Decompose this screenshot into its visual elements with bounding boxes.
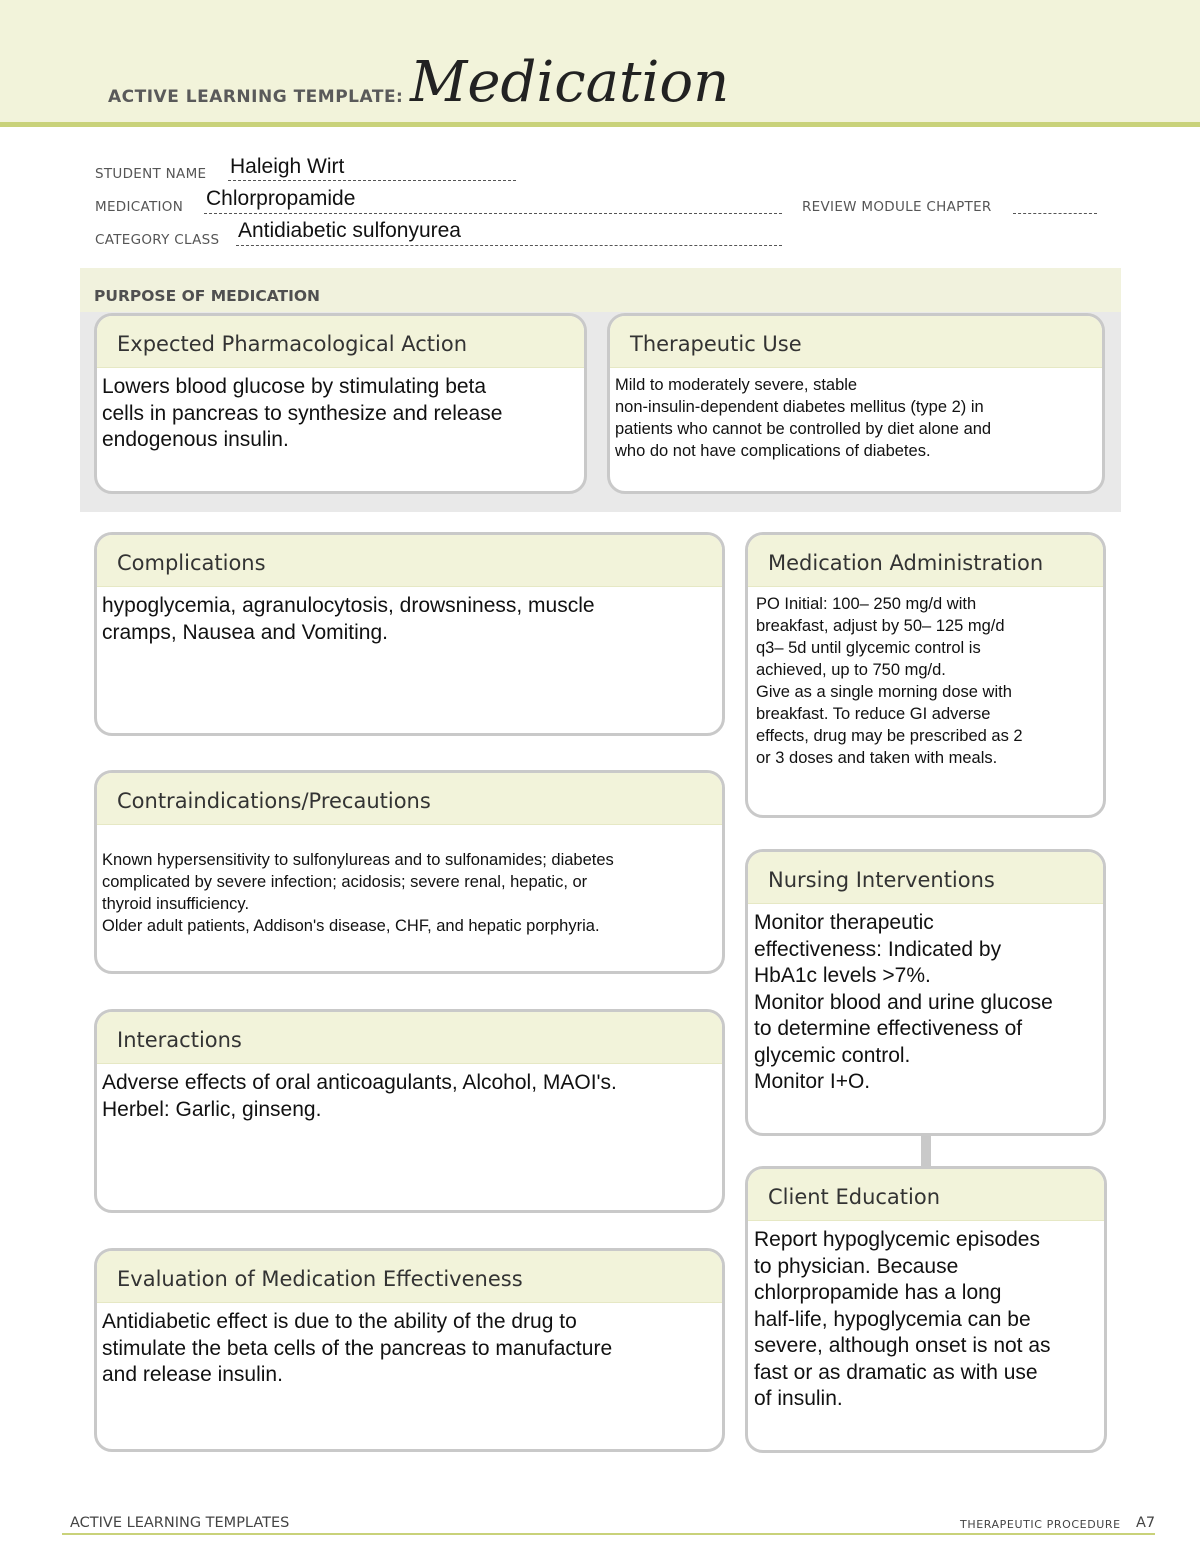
footer-left: ACTIVE LEARNING TEMPLATES	[70, 1515, 290, 1531]
text-line: hypoglycemia, agranulocytosis, drowsniness, muscle	[102, 594, 595, 617]
page-title: Medication	[410, 50, 730, 115]
category-class-underline	[236, 245, 782, 246]
text-line: q3– 5d until glycemic control is	[756, 639, 981, 657]
text-line: and release insulin.	[102, 1363, 283, 1386]
text-line: Herbel: Garlic, ginseng.	[102, 1097, 322, 1121]
text-line: effectiveness: Indicated by	[754, 937, 1002, 961]
template-label: ACTIVE LEARNING TEMPLATE:	[108, 87, 404, 107]
evaluation-box	[94, 1248, 725, 1452]
text-line: half-life, hypoglycemia can be	[754, 1307, 1031, 1331]
text-line: stimulate the beta cells of the pancreas to manufacture	[102, 1336, 613, 1360]
text-line: breakfast. To reduce GI adverse	[756, 705, 991, 723]
student-name-underline	[228, 180, 516, 181]
medication-label: MEDICATION	[95, 199, 184, 215]
text-line: cramps, Nausea and Vomiting.	[102, 620, 388, 644]
text-line: Monitor I+O.	[754, 1070, 871, 1093]
interactions-box	[94, 1009, 725, 1213]
contraindications-title: Contraindications/Precautions	[97, 773, 722, 825]
purpose-label: PURPOSE OF MEDICATION	[94, 287, 321, 305]
text-line: HbA1c levels >7%.	[754, 964, 931, 987]
therapeutic-use-title: Therapeutic Use	[610, 316, 1102, 368]
text-line: to physician. Because	[754, 1254, 959, 1278]
review-module-field[interactable]	[1013, 213, 1097, 214]
category-class-field[interactable]: Antidiabetic sulfonyurea	[238, 219, 461, 242]
text-line: of insulin.	[754, 1387, 843, 1410]
text-line: non-insulin-dependent diabetes mellitus (type 2) in	[615, 398, 984, 416]
interactions-title: Interactions	[97, 1012, 722, 1064]
client-education-text[interactable]	[748, 1221, 1104, 1413]
nursing-interventions-box	[745, 849, 1106, 1136]
pharmacological-action-box	[94, 313, 587, 494]
contraindications-text[interactable]	[97, 825, 722, 937]
student-name-field[interactable]: Haleigh Wirt	[230, 155, 345, 178]
contraindications-box	[94, 770, 725, 974]
text-line: Lowers blood glucose by stimulating beta	[102, 375, 487, 398]
text-line: effects, drug may be prescribed as 2	[756, 727, 1023, 745]
category-class-label: CATEGORY CLASS	[95, 232, 220, 248]
therapeutic-use-text[interactable]	[610, 368, 1102, 462]
complications-title: Complications	[97, 535, 722, 587]
therapeutic-use-box	[607, 313, 1105, 494]
text-line: Monitor blood and urine glucose	[754, 990, 1053, 1014]
text-line: Adverse effects of oral anticoagulants, Alcohol, MAOI's.	[102, 1071, 617, 1094]
text-line: Give as a single morning dose with	[756, 683, 1012, 701]
text-line: cells in pancreas to synthesize and release	[102, 401, 503, 425]
complications-text[interactable]	[97, 587, 722, 646]
text-line: Older adult patients, Addison's disease, CHF, and hepatic porphyria.	[102, 917, 600, 935]
nursing-interventions-title: Nursing Interventions	[748, 852, 1103, 904]
text-line: Monitor therapeutic	[754, 911, 934, 934]
text-line: to determine effectiveness of	[754, 1017, 1023, 1040]
footer-rule	[62, 1533, 1155, 1535]
evaluation-title: Evaluation of Medication Effectiveness	[97, 1251, 722, 1303]
text-line: PO Initial: 100– 250 mg/d with	[756, 595, 977, 613]
student-name-label: STUDENT NAME	[95, 166, 207, 182]
medication-administration-box	[745, 532, 1106, 818]
medication-underline	[204, 213, 782, 214]
text-line: fast or as dramatic as with use	[754, 1360, 1038, 1384]
text-line: severe, although onset is not as	[754, 1334, 1051, 1357]
text-line: complicated by severe infection; acidosis; severe renal, hepatic, or	[102, 873, 588, 891]
text-line: endogenous insulin.	[102, 428, 289, 451]
text-line: glycemic control.	[754, 1043, 911, 1067]
page-number: A7	[1136, 1515, 1156, 1531]
medication-administration-title: Medication Administration	[748, 535, 1103, 587]
pharmacological-action-text[interactable]	[97, 368, 584, 454]
text-line: patients who cannot be controlled by diet alone and	[615, 420, 992, 438]
footer-right: THERAPEUTIC PROCEDURE	[960, 1518, 1121, 1531]
client-education-title: Client Education	[748, 1169, 1104, 1221]
pharmacological-action-title: Expected Pharmacological Action	[97, 316, 584, 368]
text-line: Antidiabetic effect is due to the ability of the drug to	[102, 1310, 577, 1333]
client-education-box	[745, 1166, 1107, 1453]
medication-field[interactable]: Chlorpropamide	[206, 187, 356, 210]
text-line: chlorpropamide has a long	[754, 1281, 1002, 1304]
text-line: Known hypersensitivity to sulfonylureas and to sulfonamides; diabetes	[102, 851, 614, 869]
review-module-label: REVIEW MODULE CHAPTER	[802, 199, 992, 215]
box-connector	[921, 1135, 931, 1166]
text-line: Mild to moderately severe, stable	[615, 376, 858, 394]
complications-box	[94, 532, 725, 736]
evaluation-text[interactable]	[97, 1303, 722, 1389]
nursing-interventions-text[interactable]	[748, 904, 1103, 1096]
text-line: thyroid insufficiency.	[102, 895, 250, 913]
header-rule	[0, 122, 1200, 127]
text-line: breakfast, adjust by 50– 125 mg/d	[756, 617, 1005, 635]
text-line: Report hypoglycemic episodes	[754, 1228, 1040, 1251]
text-line: achieved, up to 750 mg/d.	[756, 661, 946, 679]
interactions-text[interactable]	[97, 1064, 722, 1123]
medication-administration-text[interactable]	[748, 587, 1103, 769]
text-line: or 3 doses and taken with meals.	[756, 749, 998, 767]
text-line: who do not have complications of diabetes.	[615, 442, 931, 460]
